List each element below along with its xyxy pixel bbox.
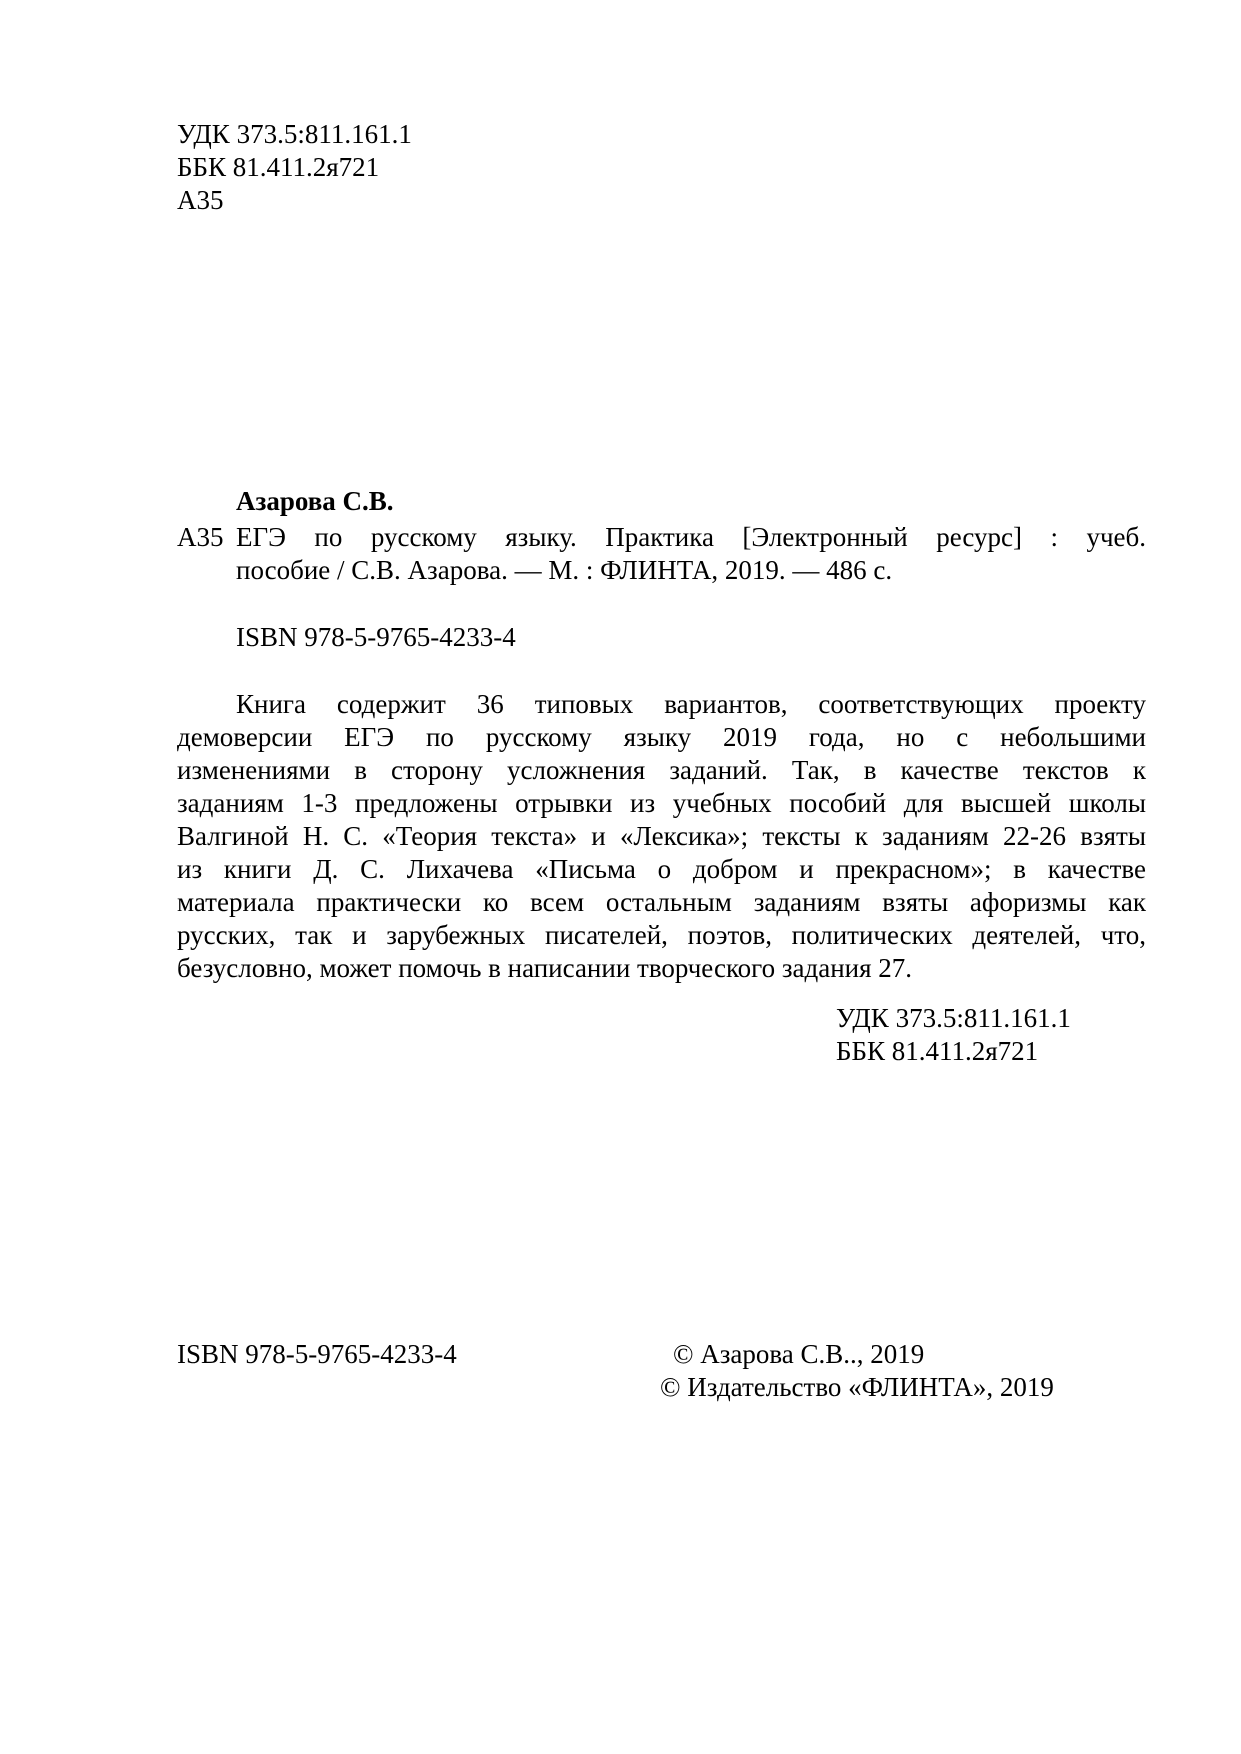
annotation — [177, 688, 1146, 985]
author-code: А35 — [177, 185, 224, 215]
classification-top — [177, 118, 412, 217]
isbn-inline: ISBN 978-5-9765-4233-4 — [236, 622, 516, 652]
annotation-line: материала практически ко всем остальным заданиям взяты афоризмы как — [177, 887, 1146, 917]
author-heading: Азарова С.В. — [236, 486, 394, 516]
description-line-2: пособие / С.В. Азарова. — М. : ФЛИНТА, 2019. — 486 с. — [236, 555, 893, 585]
annotation-line: Книга содержит 36 типовых вариантов, соответствующих проекту — [236, 689, 1146, 719]
catalog-card-code: А35 — [177, 522, 224, 552]
annotation-line: заданиям 1-3 предложены отрывки из учебных пособий для высшей школы — [177, 788, 1146, 818]
bbk-code: ББК 81.411.2я721 — [177, 152, 380, 182]
annotation-line: русских, так и зарубежных писателей, поэтов, политических деятелей, что, — [177, 920, 1146, 950]
bbk-code: ББК 81.411.2я721 — [836, 1036, 1039, 1066]
annotation-line: безусловно, может помочь в написании творческого задания 27. — [177, 953, 913, 983]
copyright-author: © Азарова С.В.., 2019 — [673, 1339, 925, 1369]
annotation-line: демоверсии ЕГЭ по русскому языку 2019 года, но с небольшими — [177, 722, 1146, 752]
isbn-footer: ISBN 978-5-9765-4233-4 — [177, 1339, 457, 1369]
classification-bottom — [836, 1002, 1071, 1068]
udk-code: УДК 373.5:811.161.1 — [836, 1003, 1071, 1033]
copyright-publisher: © Издательство «ФЛИНТА», 2019 — [660, 1372, 1054, 1402]
annotation-line: Валгиной Н. С. «Теория текста» и «Лексика»; тексты к заданиям 22-26 взяты — [177, 821, 1146, 851]
description-line-1 — [236, 521, 1146, 554]
udk-code: УДК 373.5:811.161.1 — [177, 119, 412, 149]
copyright-block — [660, 1338, 1054, 1404]
description-line-1-text: ЕГЭ по русскому языку. Практика [Электронный ресурс] : учеб. — [236, 522, 1146, 552]
annotation-line: из книги Д. С. Лихачева «Письма о добром и прекрасном»; в качестве — [177, 854, 1146, 884]
bibliographic-description — [236, 521, 1146, 587]
annotation-line: изменениями в сторону усложнения заданий. Так, в качестве текстов к — [177, 755, 1146, 785]
